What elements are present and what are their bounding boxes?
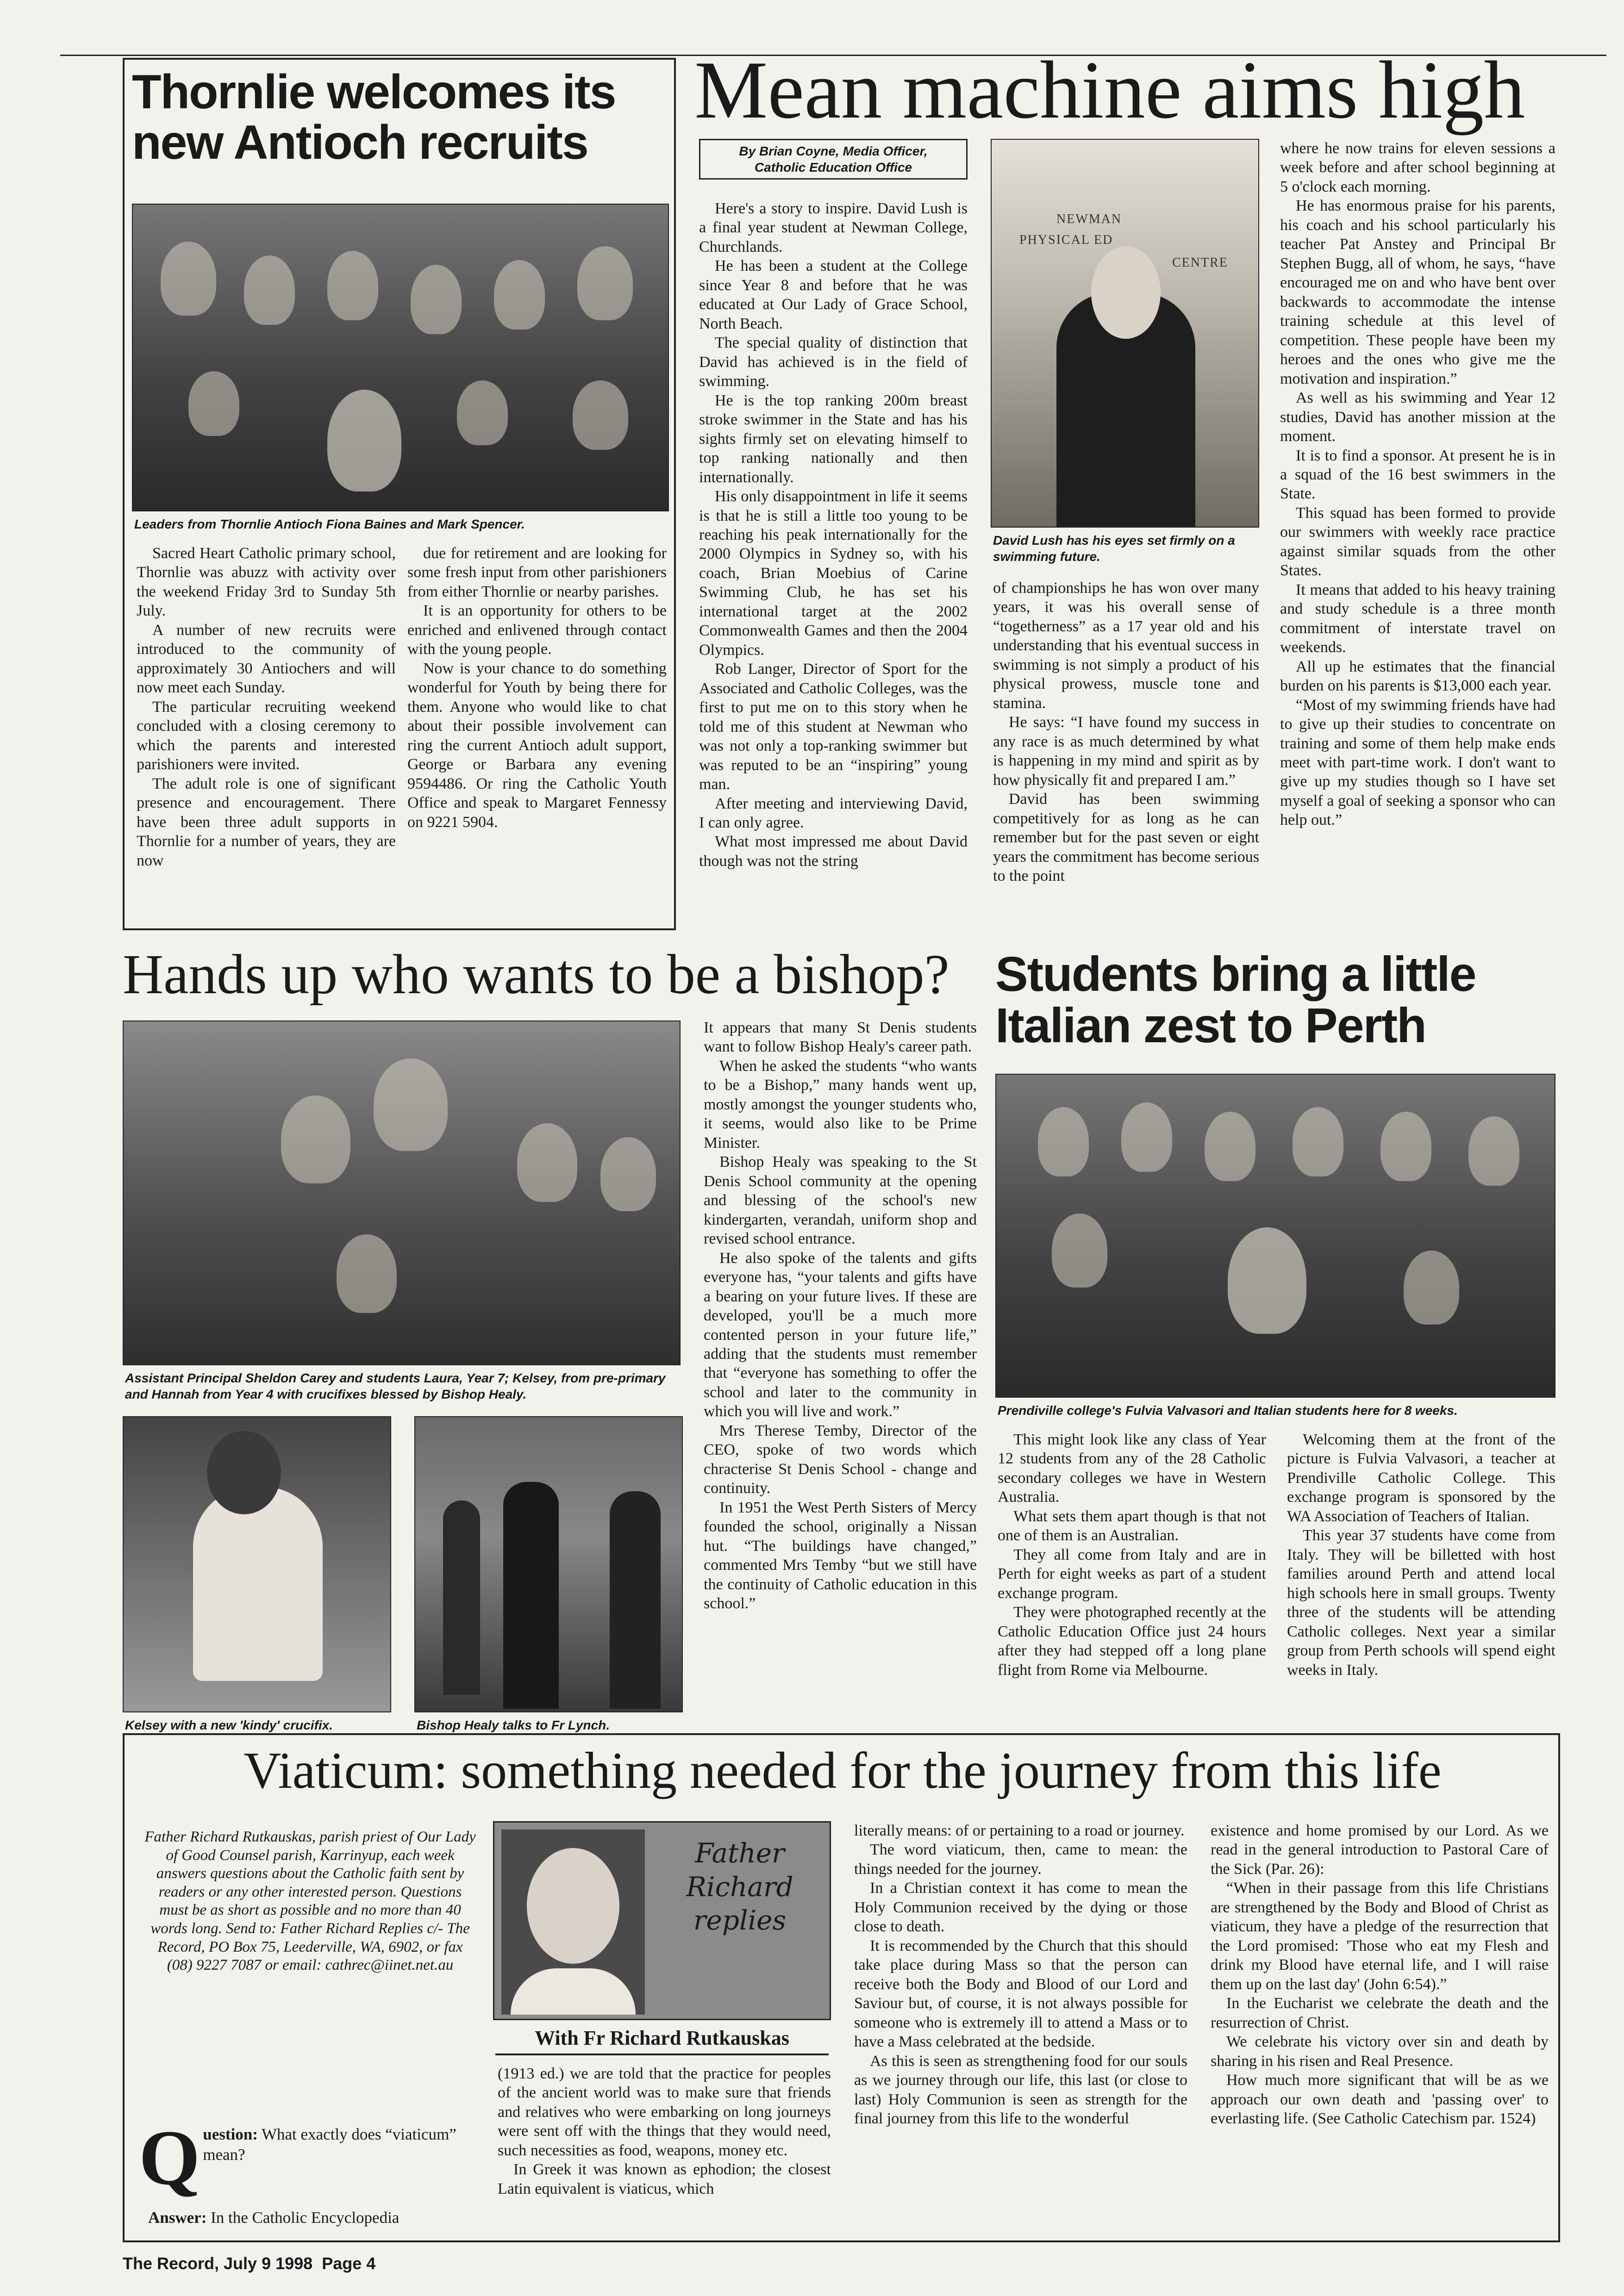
question-letter: Q [139,2114,200,2201]
thornlie-photo-caption: Leaders from Thornlie Antioch Fiona Baines and Mark Spencer. [134,517,525,531]
thornlie-col2-p3: Now is your chance to do something wonderful for Youth by being there for them. Anyone who would like to chat about their possible involvement can ring the current Antioch adult support, George or Barbara any evening 9594486. Or ring the Catholic Youth Office and speak to Margaret Fennessy on 9221 5904. [407,660,667,831]
father-richard-replies-title [652,1836,828,1937]
via-c-p4: We celebrate his victory over sin and death by sharing in his risen and Real Presence. [1211,2033,1549,2070]
mm-col1-p1: Here's a story to inspire. David Lush is a final year student at Newman College, Churchlands. [699,200,968,255]
question-block [139,2114,481,2201]
mm-col3-p3: As well as his swimming and Year 12 studies, David has another mission at the moment. [1280,389,1555,445]
mean-machine-col1 [699,199,968,871]
italian-headline-line1: Students bring a little [995,947,1476,1002]
thornlie-headline [132,67,669,168]
photo-sign-line1: NEWMAN [1056,212,1122,226]
kelsey-photo [123,1416,391,1712]
crucifix-group-photo [123,1020,681,1365]
mean-machine-headline: Mean machine aims high [694,44,1525,136]
italian-photo-caption: Prendiville college's Fulvia Valvasori and Italian students here for 8 weeks. [998,1403,1458,1418]
mm-col3-p8: “Most of my swimming friends have had to give up their studies to concentrate on training and some of them help make ends meet with part-time work. I don't want to give up my studies though so I have set myself a goal of seeking a sponsor who can help out.” [1280,696,1555,829]
with-fr-richard-label: With Fr Richard Rutkauskas [535,2027,789,2049]
italian-col1-p4: They were photographed recently at the Catholic Education Office just 24 hours after they had stepped off a long plane flight from Rome via Melbourne. [998,1604,1266,1679]
mm-col1-p2: He has been a student at the College since Year 8 and before that he was educated at Our Lady of Grace School, North Beach. [699,257,968,332]
bishop-p5: Mrs Therese Temby, Director of the CEO, spoke of two words which chracterise St Denis School - change and continuity. [704,1422,977,1497]
mm-col3-p5: This squad has been formed to provide our swimmers with weekly race practice against similar squads from the other States. [1280,504,1555,579]
answer-label: Answer: [148,2209,207,2227]
father-richard-portrait [501,1829,645,2015]
david-lush-caption: David Lush has his eyes set firmly on a swimming future. [993,533,1235,564]
via-c-p3: In the Eucharist we celebrate the death and the resurrection of Christ. [1211,1995,1549,2031]
viaticum-col-c [1211,1821,1549,2128]
bishop-body [704,1018,977,1613]
mm-col1-p4: He is the top ranking 200m breast stroke swimmer in the State and has his sights firmly set on elevating himself to top ranking nationally and then internationally. [699,392,968,486]
mean-machine-byline [699,139,968,180]
via-b-p5: As this is seen as strengthening food for our souls as we journey through our life, this last (or close to last) Holy Communion is seen as strength for the final journey from this life to the wonderful [854,2052,1187,2128]
question-text: What exactly does “viaticum” mean? [203,2125,456,2164]
italian-col2-p2: This year 37 students have come from Italy. They will be billetted with host families around Perth and attend local high schools here in small groups. Twenty three of the students will be attending Catholic colleges. Next year a similar group from Perth schools will spend eight weeks in Italy. [1287,1527,1555,1679]
via-b-p4: It is recommended by the Church that this should take place during Mass so that the person can receive both the Body and Blood of our Lord and Saviour but, of course, it is not always possible for someone who is extremely ill to attend a Mass or to have a Mass celebrated at the bedside. [854,1937,1187,2051]
mm-col2-p1: of championships he has won over many years, it was his overall sense of “togetherness” as a 17 year old and his understanding that his eventual success in swimming is not simply a product of his physical prowess, muscle tone and stamina. [993,579,1259,712]
viaticum-col-b [854,1821,1187,2128]
mm-col1-p3: The special quality of distinction that David has achieved is in the field of swimming. [699,334,968,390]
with-label-underline [495,2053,829,2055]
photo-sign-line3: CENTRE [1172,255,1228,270]
bishop-p6: In 1951 the West Perth Sisters of Mercy founded the school, originally a Nissan hut. “The buildings have changed,” commented Mrs Temby “but we still have the continuity of Catholic education in this school.” [704,1499,977,1612]
thornlie-group-photo [132,204,669,511]
thornlie-col2 [407,544,667,832]
italian-col2 [1287,1430,1555,1680]
via-a-p2: In Greek it was known as ephodion; the closest Latin equivalent is viaticus, which [498,2161,831,2197]
badge-line1: Father [695,1837,785,1869]
byline-line2: Catholic Education Office [754,160,912,174]
bishop-healy-photo [414,1416,683,1712]
bishop-p1: It appears that many St Denis students want to follow Bishop Healy's career path. [704,1019,977,1056]
thornlie-headline-line2: new Antioch recruits [132,116,588,170]
mm-col3-p2: He has enormous praise for his parents, his coach and his school particularly his teacher Pat Anstey and Principal Br Stephen Bugg, all of whom, he says, “have encouraged me on and who have bent over backwards to accommodate the intense training schedule at this level of competition. These people have been my heroes and the ones who give me the motivation and inspiration.” [1280,197,1555,387]
via-a-p1: (1913 ed.) we are told that the practice for peoples of the ancient world was to make sure that friends and relatives who were embarking on long journeys were sent off with the things that they would need, such necessities as food, weapons, money etc. [498,2065,831,2159]
answer-text: In the Catholic Encyclopedia [211,2209,400,2227]
viaticum-col-a [498,2064,831,2198]
byline-line1: By Brian Coyne, Media Officer, [739,144,928,158]
mm-col3-p7: All up he estimates that the financial burden on his parents is $13,000 each year. [1280,658,1555,695]
page-footer: The Record, July 9 1998 Page 4 [123,2254,376,2273]
mm-col1-p6: Rob Langer, Director of Sport for the Associated and Catholic Colleges, was the first to put me on to this story when he told me of this student at Newman who was not only a top-ranking swimmer but was reputed to be an “inspiring” young man. [699,660,968,793]
italian-students-photo [995,1074,1555,1398]
badge-line2: Richard [686,1871,793,1903]
photo-sign-line2: PHYSICAL ED [1019,232,1113,247]
answer-block [148,2208,491,2228]
thornlie-headline-line1: Thornlie welcomes its [132,65,616,119]
thornlie-col1-p2: A number of new recruits were introduced to the community of approximately 30 Antiochers and will now meet each Sunday. [137,621,396,697]
viaticum-intro: Father Richard Rutkauskas, parish priest of Our Lady of Good Counsel parish, Karrinyup, each week answers questions about the Catholic faith sent by readers or any other interested person. Questions must be as short as possible and no more than 40 words long. Send to: Father Richard Replies c/- The Record, PO Box 75, Leederville, WA, 6902, or fax (08) 9227 7087 or email: cathrec@iinet.net.au [144,1829,476,1974]
mm-col3-p6: It means that added to his heavy training and study schedule is a three month commitment of interstate travel on weekends. [1280,581,1555,656]
thornlie-col1-p4: The adult role is one of significant presence and encouragement. There have been three adult supports in Thornlie for a number of years, they are now [137,775,396,869]
father-richard-badge [493,1821,831,2020]
mm-col1-p5: His only disappointment in life it seems is that he is still a little too young to be reaching his peak internationally for the 2000 Olympics in Sydney so, with his coach, Brian Moebius of Carine Swimming Club, he has set his international target at the 2002 Commonwealth Games and then the 2004 Olympics. [699,488,968,659]
mm-col2-p2: He says: “I have found my success in any race is as much determined by what is happening in my mind and spirit as by how physically fit and prepared I am.” [993,714,1259,789]
via-b-p2: The word viaticum, then, came to mean: the things needed for the journey. [854,1841,1187,1878]
mm-col1-p7: After meeting and interviewing David, I can only agree. [699,795,968,831]
italian-col1-p3: They all come from Italy and are in Perth for eight weeks as part of a student exchange program. [998,1546,1266,1602]
bishop-p3: Bishop Healy was speaking to the St Denis School community at the opening and blessing of the school's new kindergarten, verandah, uniform shop and revised school entrance. [704,1153,977,1248]
via-b-p3: In a Christian context it has come to mean the Holy Communion received by the dying or those close to death. [854,1879,1187,1935]
italian-col1-p2: What sets them apart though is that not one of them is an Australian. [998,1507,1266,1544]
via-c-p1: existence and home promised by our Lord. As we read in the general introduction to Pastoral Care of the Sick (Par. 26): [1211,1822,1549,1878]
italian-col1-p1: This might look like any class of Year 12 students from any of the 28 Catholic secondary colleges we have in Western Australia. [998,1431,1266,1506]
crucifix-photo-caption: Assistant Principal Sheldon Carey and students Laura, Year 7; Kelsey, from pre-primary and Hannah from Year 4 with crucifixes blessed by Bishop Healy. [125,1371,666,1401]
thornlie-col1-p1: Sacred Heart Catholic primary school, Thornlie was abuzz with activity over the weekend Friday 3rd to Sunday 5th July. [137,545,396,620]
mean-machine-col2 [993,579,1259,886]
question-label: uestion: [203,2125,258,2143]
badge-line3: replies [693,1904,787,1936]
italian-col1 [998,1430,1266,1680]
david-lush-photo [991,139,1259,528]
bishop-p4: He also spoke of the talents and gifts everyone has, “your talents and gifts have a bearing on your future lives. If these are developed, you'll be a much more contented person in your future life,” adding that the students must remember that “everyone has something to offer the school and later to the community in which you will live and work.” [704,1249,977,1420]
viaticum-headline: Viaticum: something needed for the journey from this life [244,1742,1442,1799]
mm-col1-p8: What most impressed me about David though was not the string [699,833,968,870]
italian-headline [995,949,1574,1052]
mm-col2-p3: David has been swimming competitively for as long as he can remember but for the past seven or eight years the commitment has become serious to the point [993,790,1259,885]
bishop-p2: When he asked the students “who wants to be a Bishop,” many hands went up, mostly amongst the younger students who, it seems, would also like to be Prime Minister. [704,1057,977,1151]
bishop-healy-caption: Bishop Healy talks to Fr Lynch. [417,1718,610,1732]
italian-headline-line2: Italian zest to Perth [995,998,1426,1053]
thornlie-col1-p3: The particular recruiting weekend concluded with a closing ceremony to which the parents and interested parishioners were invited. [137,698,396,773]
via-c-p2: “When in their passage from this life Christians are strengthened by the Body and Blood of Christ as viaticum, they have a pledge of the resurrection that the Lord promised: 'Those who eat my Flesh and drink my Blood have eternal life, and I will raise them up on the last day' (John 6:54).” [1211,1879,1549,1993]
mean-machine-col3 [1280,139,1555,830]
thornlie-col1 [137,544,396,870]
italian-col2-p1: Welcoming them at the front of the picture is Fulvia Valvasori, a teacher at Prendiville Catholic College. This exchange program is sponsored by the WA Association of Teachers of Italian. [1287,1431,1555,1525]
via-c-p5: How much more significant that will be as we approach our own death and 'passing over' to everlasting life. (See Catholic Catechism par. 1524) [1211,2072,1549,2128]
kelsey-photo-caption: Kelsey with a new 'kindy' crucifix. [125,1718,333,1732]
thornlie-col2-p2: It is an opportunity for others to be enriched and enlivened through contact with the young people. [407,602,667,658]
mm-col3-p4: It is to find a sponsor. At present he is in a squad of the 16 best swimmers in the State. [1280,447,1555,503]
bishop-headline: Hands up who wants to be a bishop? [123,943,949,1006]
thornlie-col2-p1: due for retirement and are looking for some fresh input from other parishioners from either Thornlie or nearby parishes. [407,545,667,600]
mm-col3-p1: where he now trains for eleven sessions a week before and after school beginning at 5 o'clock each morning. [1280,140,1555,195]
via-b-p1: literally means: of or pertaining to a road or journey. [854,1822,1185,1839]
